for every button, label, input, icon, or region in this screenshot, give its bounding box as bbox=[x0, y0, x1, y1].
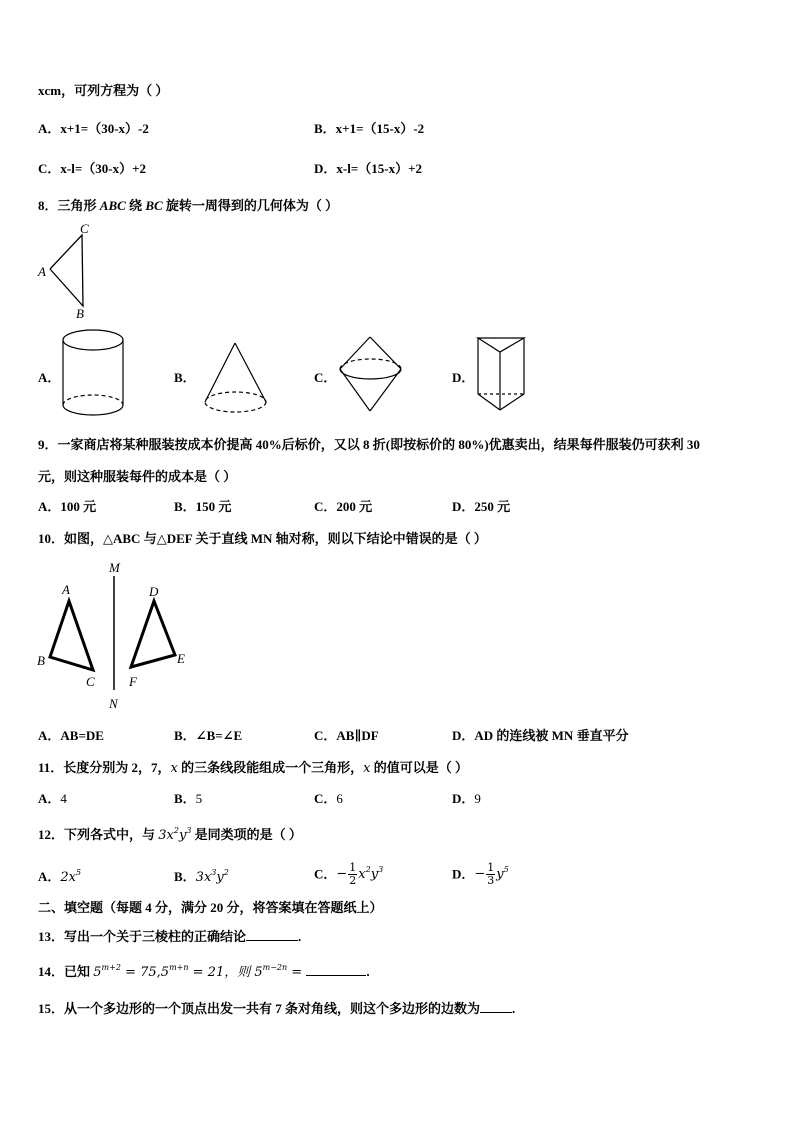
option-letter: D． bbox=[452, 728, 475, 743]
variable-bc: BC bbox=[145, 198, 163, 213]
double-cone-icon bbox=[336, 334, 408, 416]
q8-option-b-letter: B． bbox=[174, 370, 196, 385]
option-text: 150 元 bbox=[195, 499, 232, 514]
expr-base: 3x bbox=[158, 828, 174, 843]
expr-exponent: 2 bbox=[223, 868, 229, 877]
expr-exponent: 5 bbox=[76, 868, 82, 877]
option-letter: A． bbox=[38, 791, 61, 806]
question-text: 的三条线段能组成一个三角形， bbox=[177, 760, 364, 775]
fraction bbox=[348, 862, 357, 887]
expr-exponent: m+n bbox=[169, 963, 189, 972]
option-letter: B． bbox=[174, 869, 196, 884]
label-b: B bbox=[76, 306, 84, 321]
q15-question bbox=[38, 1000, 515, 1017]
label-d: D bbox=[149, 584, 159, 599]
label-c: C bbox=[80, 221, 89, 236]
answer-blank[interactable] bbox=[246, 928, 298, 941]
q10-option-b bbox=[174, 728, 242, 744]
option-expression bbox=[60, 870, 81, 885]
expr-base: 5 bbox=[254, 965, 263, 980]
q11-option-b bbox=[174, 791, 202, 807]
label-a: A bbox=[38, 264, 46, 279]
expr-exponent: 2 bbox=[173, 826, 179, 835]
option-text: 9 bbox=[474, 791, 481, 806]
fraction bbox=[486, 862, 495, 887]
option-letter: C． bbox=[314, 499, 337, 514]
option-letter: B． bbox=[174, 499, 196, 514]
option-expression bbox=[196, 870, 229, 885]
expr-exponent: m−2n bbox=[262, 963, 288, 972]
option-letter: B． bbox=[174, 791, 196, 806]
minus-sign: − bbox=[336, 866, 348, 882]
expr-base: y bbox=[370, 866, 379, 882]
q9-option-d bbox=[452, 499, 510, 515]
q11-option-d bbox=[452, 791, 481, 807]
question-text: 15．从一个多边形的一个顶点出发一共有 7 条对角线，则这个多边形的边数为 bbox=[38, 1001, 481, 1016]
label-e: E bbox=[177, 651, 185, 666]
q9-line2: 元，则这种服装每件的成本是（ ） bbox=[38, 469, 237, 484]
option-letter: D． bbox=[314, 161, 337, 176]
q7-tail: xcm，可列方程为（ ） bbox=[38, 83, 169, 98]
label-c: C bbox=[86, 674, 95, 689]
expr-text: = 21，则 bbox=[188, 965, 255, 980]
label-n: N bbox=[109, 696, 118, 711]
option-expression bbox=[358, 864, 384, 882]
q10-question: 10．如图，△ABC 与△DEF 关于直线 MN 轴对称，则以下结论中错误的是（ ） bbox=[38, 531, 487, 546]
option-letter: C． bbox=[314, 728, 337, 743]
q9-option-c bbox=[314, 499, 372, 515]
question-number: 8． bbox=[38, 198, 58, 213]
question-text: 三角形 bbox=[57, 198, 100, 213]
option-expression bbox=[496, 864, 509, 882]
expr-base: y bbox=[216, 870, 224, 885]
q12-option-c bbox=[314, 862, 383, 887]
q8-option-d-letter: D． bbox=[452, 370, 475, 385]
q10-option-d bbox=[452, 728, 629, 744]
question-end: . bbox=[366, 964, 370, 979]
option-text: 5 bbox=[195, 791, 203, 806]
question-text: 绕 bbox=[125, 198, 146, 213]
variable-x: x bbox=[170, 761, 178, 776]
option-text: 250 元 bbox=[474, 499, 511, 514]
option-text: ∠B=∠E bbox=[195, 728, 243, 743]
question-text: 13．写出一个关于三棱柱的正确结论 bbox=[38, 929, 247, 944]
q9-option-a bbox=[38, 499, 96, 515]
option-text: x-l=（30-x）+2 bbox=[60, 161, 146, 176]
q8-option-a-letter: A． bbox=[38, 370, 61, 385]
expr-exponent: 3 bbox=[186, 826, 192, 835]
option-text: x+1=（30-x）-2 bbox=[60, 121, 149, 136]
q7-option-b bbox=[314, 121, 424, 137]
option-letter: C． bbox=[314, 791, 337, 806]
minus-sign: − bbox=[474, 866, 486, 882]
expr-base: x bbox=[358, 866, 366, 882]
q7-option-a bbox=[38, 121, 149, 137]
variable-abc: ABC bbox=[99, 198, 126, 213]
label-b: B bbox=[37, 653, 45, 668]
q9-option-b bbox=[174, 499, 231, 515]
question-text: 14．已知 bbox=[38, 964, 94, 979]
triangular-prism-icon bbox=[474, 334, 534, 416]
q10-option-a bbox=[38, 728, 104, 744]
option-letter: C． bbox=[38, 161, 61, 176]
question-end: . bbox=[512, 1001, 516, 1016]
fraction-denominator: 3 bbox=[487, 874, 495, 887]
expr-text: = 75, bbox=[120, 965, 161, 980]
q14-expression bbox=[93, 965, 306, 980]
question-text: 11．长度分别为 2，7， bbox=[38, 760, 171, 775]
option-letter: D． bbox=[452, 866, 475, 882]
cylinder-icon bbox=[60, 327, 130, 419]
q8-triangle-figure bbox=[36, 222, 96, 322]
answer-blank[interactable] bbox=[306, 963, 366, 976]
fraction-numerator: 1 bbox=[349, 861, 357, 874]
expr-exponent: m+2 bbox=[101, 963, 121, 972]
question-text: 12．下列各式中，与 bbox=[38, 827, 159, 842]
option-text: x+1=（15-x）-2 bbox=[335, 121, 425, 136]
expr-base: 5 bbox=[93, 965, 102, 980]
q7-option-d bbox=[314, 161, 422, 177]
q12-option-a bbox=[38, 869, 81, 886]
fraction-numerator: 1 bbox=[487, 861, 495, 874]
option-text: x-l=（15-x）+2 bbox=[336, 161, 422, 176]
expr-exponent: 2 bbox=[365, 864, 371, 874]
option-letter: A． bbox=[38, 869, 61, 884]
option-text: AB=DE bbox=[60, 728, 104, 743]
option-letter: A． bbox=[38, 121, 61, 136]
q11-option-c bbox=[314, 791, 343, 807]
q11-option-a bbox=[38, 791, 67, 807]
answer-blank[interactable] bbox=[480, 1000, 512, 1013]
option-text: 6 bbox=[336, 791, 343, 806]
variable-x: x bbox=[363, 761, 371, 776]
expr-base: y bbox=[496, 866, 504, 882]
option-letter: D． bbox=[452, 791, 475, 806]
option-text: 4 bbox=[60, 791, 67, 806]
option-text: AB∥DF bbox=[336, 728, 379, 743]
expr-exponent: 3 bbox=[378, 864, 384, 874]
question-end: . bbox=[298, 929, 302, 944]
expr-base: y bbox=[178, 828, 187, 843]
q10-symmetry-figure bbox=[34, 556, 204, 716]
q13-question bbox=[38, 928, 301, 945]
question-text: 的值可以是（ ） bbox=[370, 760, 469, 775]
q12-expression bbox=[158, 828, 191, 843]
label-f: F bbox=[129, 674, 137, 689]
expr-base: 3x bbox=[195, 870, 212, 885]
q12-question bbox=[38, 827, 302, 844]
option-text: 200 元 bbox=[336, 499, 373, 514]
expr-text: = bbox=[287, 965, 307, 980]
option-letter: B． bbox=[174, 728, 196, 743]
q7-option-c bbox=[38, 161, 146, 177]
option-text: 100 元 bbox=[60, 499, 97, 514]
question-text: 是同类项的是（ ） bbox=[191, 827, 302, 842]
q12-option-b bbox=[174, 869, 229, 886]
label-m: M bbox=[109, 560, 120, 575]
q8-option-c-letter: C． bbox=[314, 370, 337, 385]
expr-base: 2x bbox=[60, 870, 76, 885]
section-title: 二、填空题（每题 4 分，满分 20 分，将答案填在答题纸上） bbox=[38, 900, 383, 915]
cone-icon bbox=[200, 340, 272, 420]
q10-option-c bbox=[314, 728, 379, 744]
q9-line1: 9．一家商店将某种服装按成本价提高 40%后标价，又以 8 折(即按标价的 80%)优惠卖出，结果每件服装仍可获利 30 bbox=[38, 437, 700, 452]
q14-question bbox=[38, 963, 370, 981]
label-a: A bbox=[62, 582, 70, 597]
q12-option-d bbox=[452, 862, 509, 887]
expr-exponent: 3 bbox=[211, 868, 217, 877]
q8-question bbox=[38, 198, 338, 214]
option-letter: B． bbox=[314, 121, 336, 136]
option-letter: A． bbox=[38, 499, 61, 514]
expr-exponent: 5 bbox=[503, 864, 509, 874]
question-text: 旋转一周得到的几何体为（ ） bbox=[162, 198, 339, 213]
option-letter: A． bbox=[38, 728, 61, 743]
option-letter: D． bbox=[452, 499, 475, 514]
option-letter: C． bbox=[314, 866, 337, 882]
q11-question bbox=[38, 760, 468, 777]
fraction-denominator: 2 bbox=[349, 874, 357, 887]
option-text: AD 的连线被 MN 垂直平分 bbox=[474, 728, 629, 743]
expr-base: 5 bbox=[160, 965, 170, 980]
